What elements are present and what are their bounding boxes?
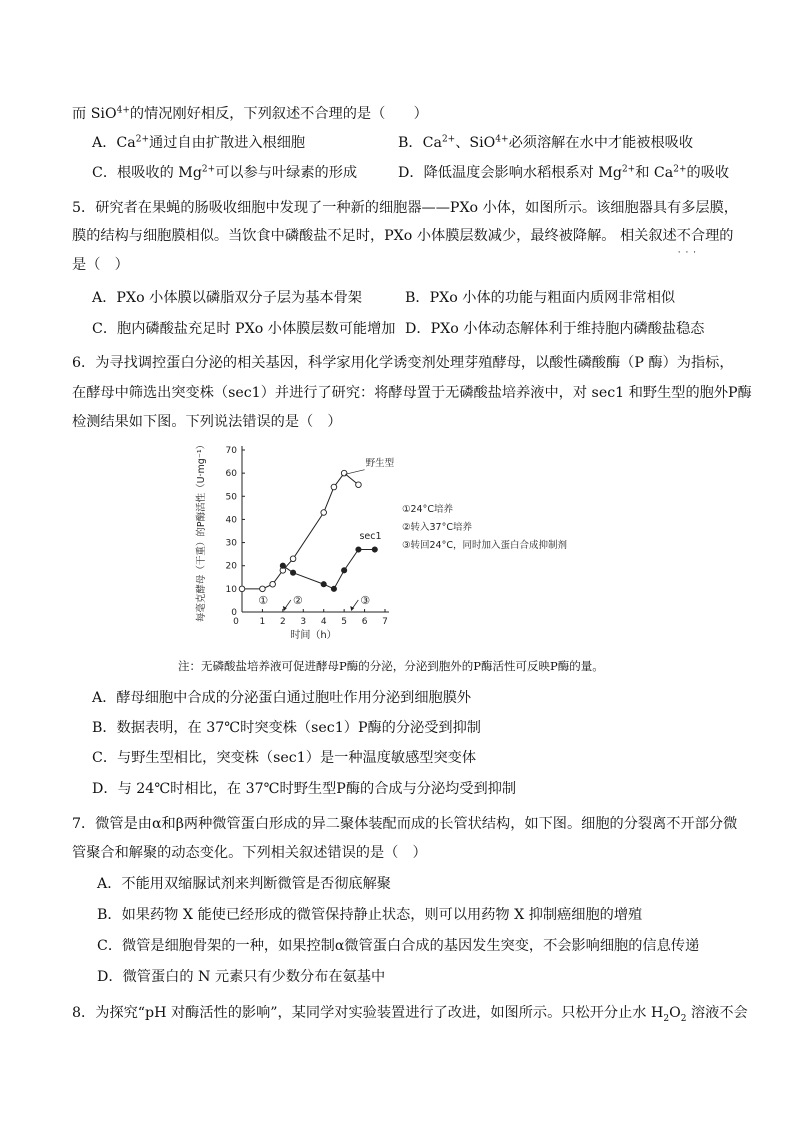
series-label: sec1	[359, 531, 382, 543]
q6-option-a: A．酵母细胞中合成的分泌蛋白通过胞吐作用分泌到细胞膜外	[92, 690, 472, 706]
q7-option-d: D．微管蛋白的 N 元素只有少数分布在氨基中	[97, 969, 386, 985]
x-tick-label: 7	[382, 617, 388, 627]
q7-option-b: B．如果药物 X 能使已经形成的微管保持静止状态，则可以用药物 X 抑制癌细胞的增殖	[97, 907, 643, 923]
stage-marker: ①	[258, 594, 269, 607]
q6-stem-line2: 在酵母中筛选出突变株（sec1）并进行了研究：将酵母置于无磷酸盐培养液中，对 sec1 和野生型的胞外P酶	[72, 385, 752, 401]
data-point-野生型	[341, 470, 347, 476]
x-tick-label: 1	[259, 617, 266, 627]
data-point-野生型	[239, 586, 245, 592]
q6-option-c: C．与野生型相比，突变株（sec1）是一种温度敏感型突变体	[92, 750, 477, 766]
q5-stem-line1: 5．研究者在果蝇的肠吸收细胞中发现了一种新的细胞器——PXo 小体，如图所示。该细胞器具有多层膜，	[72, 200, 738, 216]
stage-marker: ②	[292, 594, 303, 607]
q5-option-a: A．PXo 小体膜以磷脂双分子层为基本骨架	[92, 290, 362, 306]
emphasis-not-reasonable: 不合理 · · ·	[677, 228, 720, 244]
x-tick-label: 3	[300, 617, 307, 627]
series-line-野生型	[242, 473, 358, 589]
stage-legend-item: ②转入37°C培养	[402, 522, 472, 533]
data-point-野生型	[356, 482, 362, 488]
q5-stem-line2: 膜的结构与细胞膜相似。当饮食中磷酸盐不足时，PXo 小体膜层数减少，最终被降解。 相关叙述不合理 · · ·的	[72, 226, 734, 246]
y-tick-label: 70	[225, 446, 237, 456]
data-point-sec1	[356, 547, 361, 552]
data-point-sec1	[331, 586, 336, 591]
data-point-野生型	[290, 556, 296, 562]
q7-option-a: A．不能用双缩脲试剂来判断微管是否彻底解聚	[97, 876, 391, 892]
q7-stem-line1: 7．微管是由α和β两种微管蛋白形成的异二聚体装配而成的长管状结构，如下图。细胞的分裂离不开部分微	[72, 816, 738, 832]
q5-option-b: B．PXo 小体的功能与粗面内质网非常相似	[405, 290, 676, 306]
p-enzyme-activity-chart	[190, 440, 630, 650]
y-tick-label: 60	[225, 469, 237, 480]
q4-option-a: A．$Ca^{2+}$通过自由扩散进入根细胞	[92, 134, 306, 151]
q5-option-d: D．PXo 小体动态解体利于维持胞内磷酸盐稳态	[405, 321, 705, 337]
stage-marker: ③	[360, 594, 371, 607]
y-tick-label: 40	[225, 515, 237, 526]
data-point-野生型	[331, 484, 337, 490]
data-point-sec1	[372, 547, 377, 552]
stage-legend-item: ③转回24°C，同时加入蛋白合成抑制剂	[402, 540, 567, 551]
q6-stem-line1: 6．为寻找调控蛋白分泌的相关基因，科学家用化学诱变剂处理芽殖酵母，以酸性磷酸酶（P 酶）为指标，	[72, 355, 734, 371]
q4-option-d: D．降低温度会影响水稻根系对 $Mg^{2+}$和 $Ca^{2+}$的吸收	[398, 164, 730, 181]
x-tick-label: 5	[341, 617, 348, 627]
x-tick-label: 4	[320, 617, 327, 627]
y-tick-label: 50	[225, 492, 237, 503]
q5-stem-line3: 是（ ）	[72, 257, 129, 273]
series-label-leader	[345, 470, 364, 475]
q6-option-b: B．数据表明，在 37℃时突变株（sec1）P酶的分泌受到抑制	[92, 720, 481, 736]
x-tick-label: 2	[279, 617, 286, 627]
data-point-野生型	[260, 586, 266, 592]
y-tick-label: 10	[225, 584, 237, 595]
x-tick-label-origin: 0	[233, 617, 239, 627]
q5-option-c: C．胞内磷酸盐充足时 PXo 小体膜层数可能增加	[92, 321, 396, 337]
y-axis-title: 每毫克酵母（干重）的P酶活性（U·mg⁻¹）	[196, 440, 207, 623]
data-point-野生型	[321, 510, 327, 516]
x-axis-title: 时间（h）	[290, 630, 337, 641]
data-point-sec1	[290, 570, 295, 575]
q4-option-b: B．$Ca^{2+}$、SiO$^{4+}$必须溶解在水中才能被根吸收	[398, 134, 694, 151]
y-tick-label: 30	[225, 538, 237, 549]
series-label: 野生型	[365, 458, 395, 470]
q6-option-d: D．与 24℃时相比，在 37℃时野生型P酶的合成与分泌均受到抑制	[92, 781, 517, 797]
stage-legend-item: ①24°C培养	[402, 504, 453, 515]
y-tick-label: 0	[231, 608, 237, 618]
q6-stem-line3: 检测结果如下图。下列说法错误的是（ ）	[72, 414, 342, 430]
data-point-sec1	[342, 568, 347, 573]
data-point-野生型	[270, 581, 276, 587]
x-tick-label: 6	[361, 617, 368, 627]
q4-stem-continuation: 而 SiO$^{4+}$的情况刚好相反，下列叙述不合理的是（ ）	[72, 105, 428, 122]
q6-chart-note: 注：无磷酸盐培养液可促进酵母P酶的分泌，分泌到胞外的P酶活性可反映P酶的量。	[178, 659, 604, 673]
data-point-sec1	[321, 582, 326, 587]
q7-stem-line2: 管聚合和解聚的动态变化。下列相关叙述错误的是（ ）	[72, 845, 427, 861]
series-line-sec1	[283, 550, 375, 589]
y-tick-label: 20	[225, 561, 237, 572]
data-point-sec1	[280, 563, 285, 568]
q7-option-c: C．微管是细胞骨架的一种，如果控制α微管蛋白合成的基因发生突变，不会影响细胞的信息传递	[97, 938, 700, 954]
q8-stem-line1: 8．为探究“pH 对酶活性的影响”，某同学对实验装置进行了改进，如图所示。只松开分止水 $H_2O_2$ 溶液不会	[72, 1005, 748, 1024]
q4-option-c: C．根吸收的 $Mg^{2+}$可以参与叶绿素的形成	[92, 164, 358, 181]
